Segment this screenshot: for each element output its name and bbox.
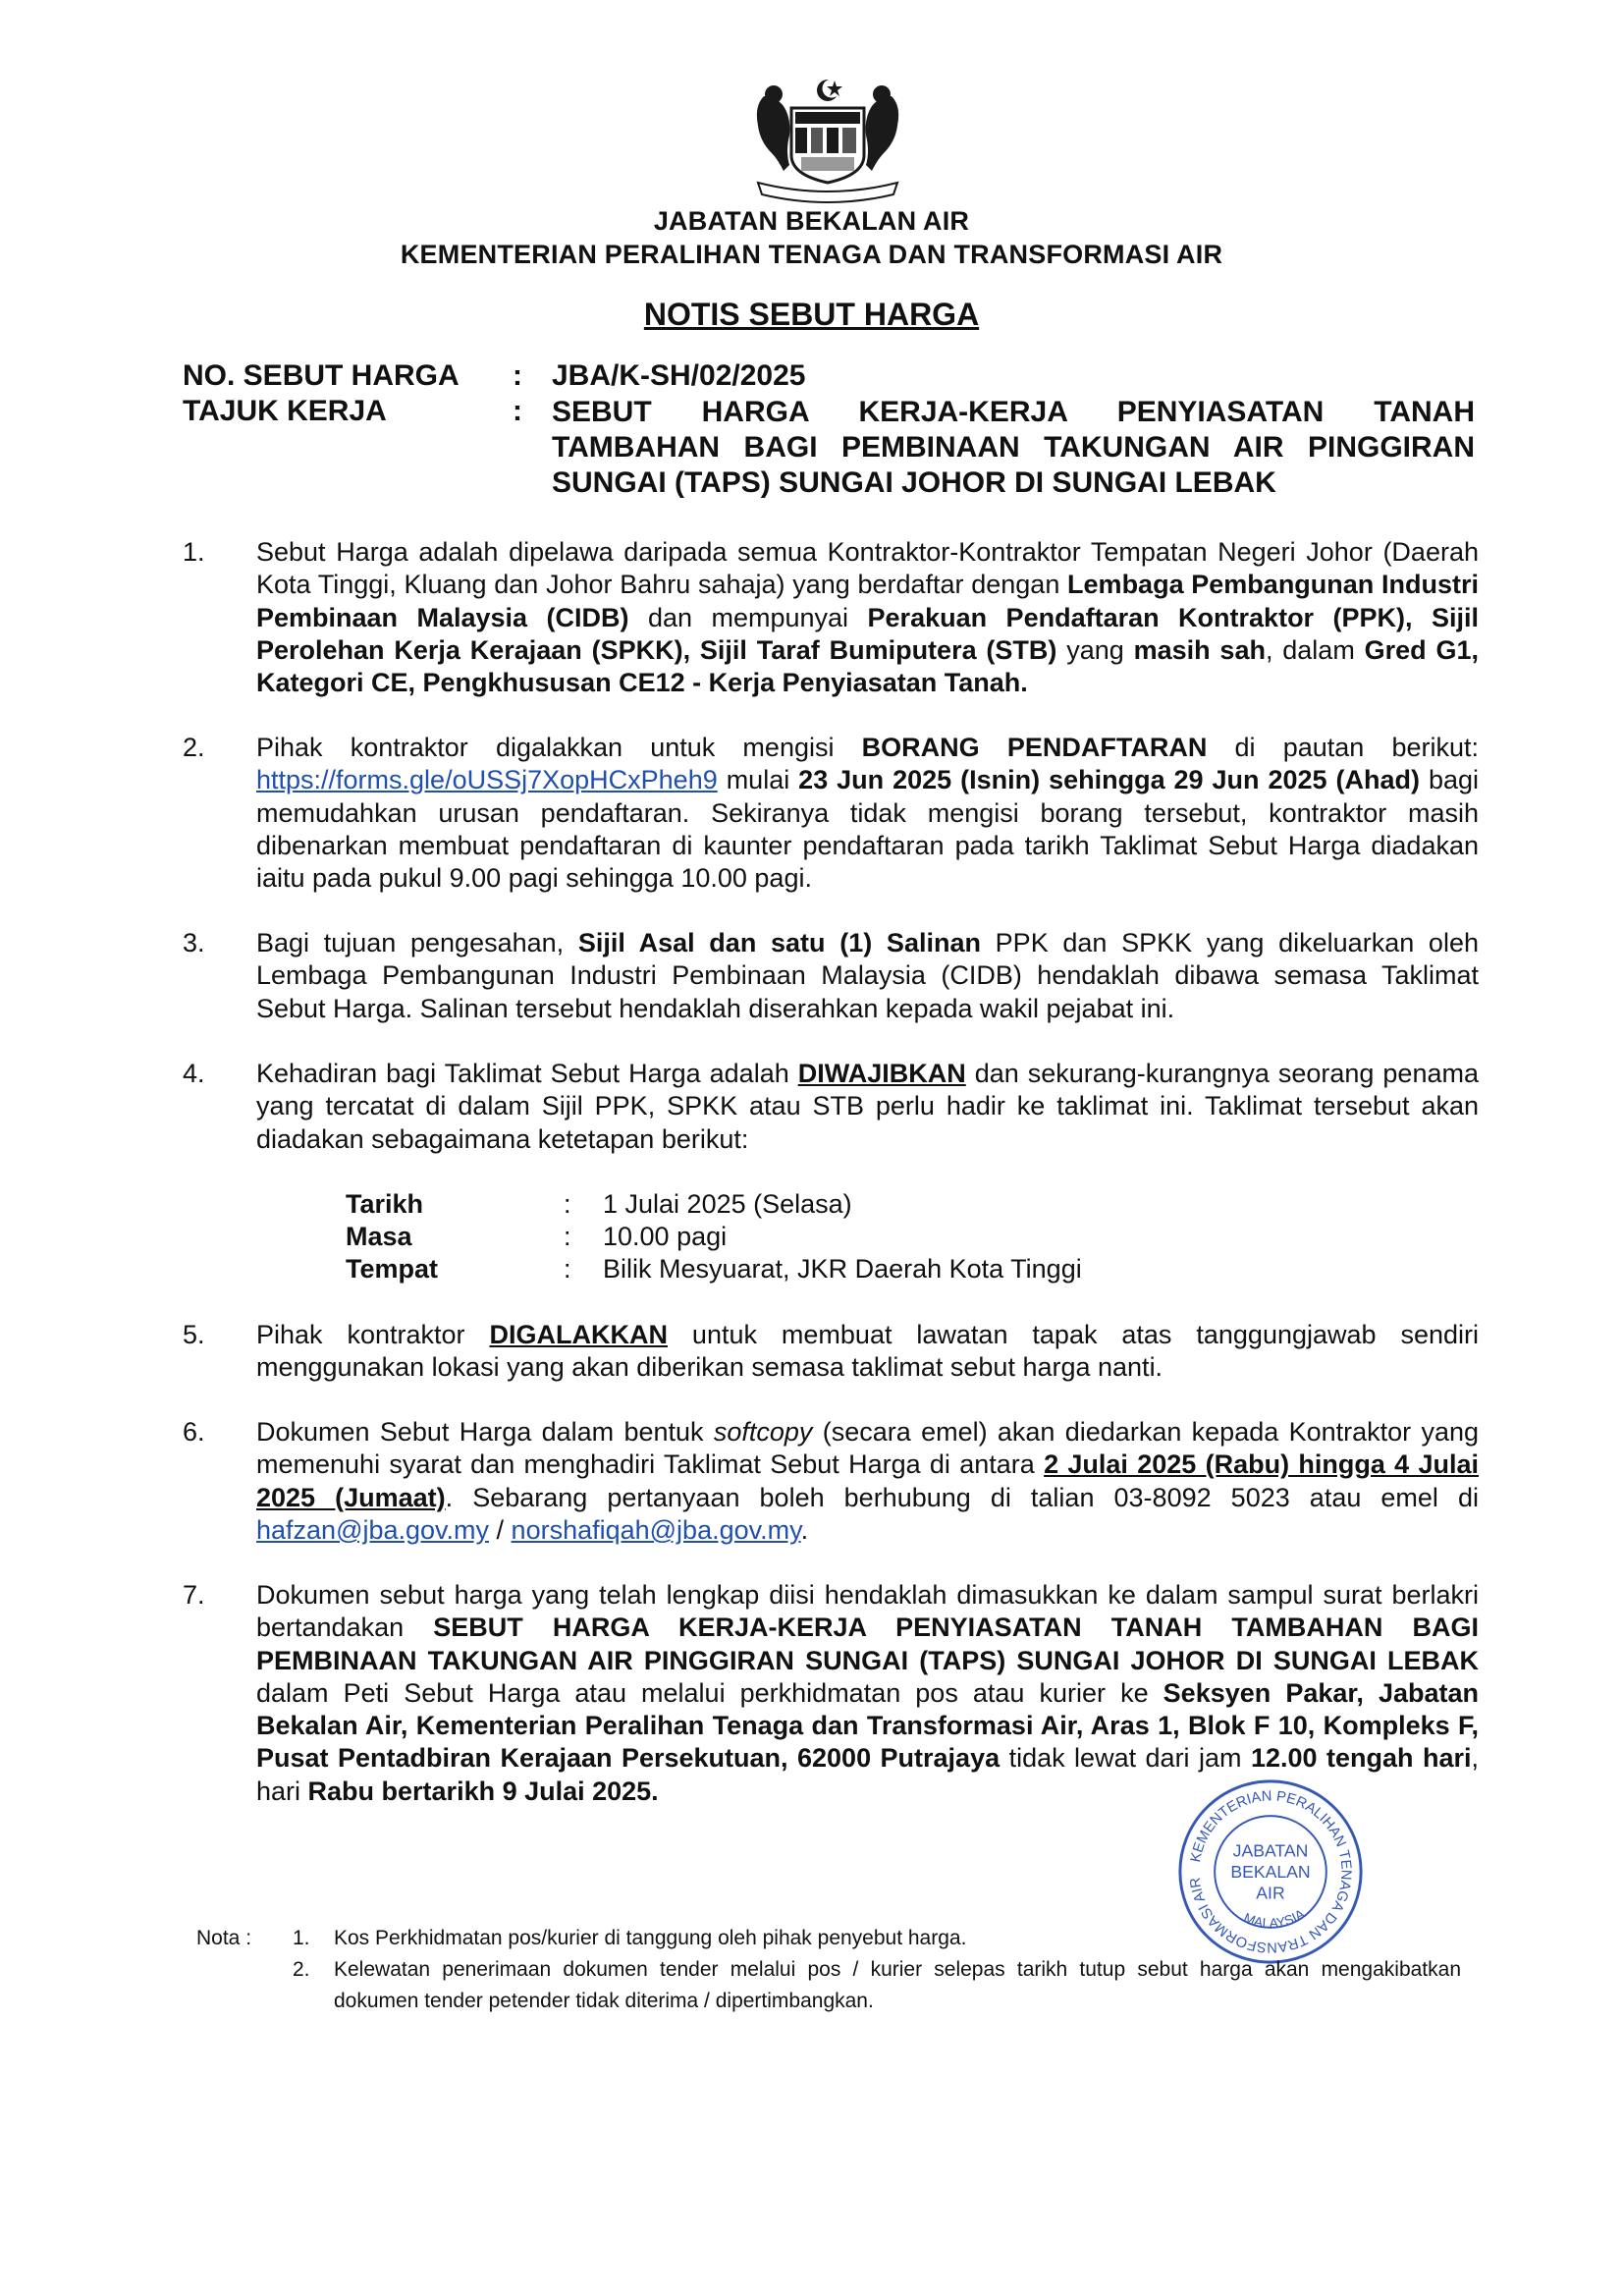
item-number: 1. <box>183 537 205 567</box>
coat-of-arms-icon <box>744 77 911 204</box>
inline-text: Dokumen sebut harga yang telah lengkap diisi hendaklah dimasukkan ke dalam sampul surat berlakri bertandakan <box>256 1580 1479 1643</box>
inline-text: Dokumen Sebut Harga dalam bentuk <box>256 1417 714 1447</box>
inline-bold-text: Sijil Asal dan satu (1) Salinan <box>577 928 981 957</box>
work-colon: : <box>513 395 522 427</box>
item-text <box>256 1319 1479 1385</box>
item-text <box>256 732 1479 895</box>
briefing-colon: : <box>564 1222 571 1251</box>
stamp-center-line2: BEKALAN <box>1230 1861 1311 1882</box>
nota-number: 2. <box>293 1958 310 1981</box>
item-text <box>256 1058 1479 1156</box>
inline-bold-text: SEBUT HARGA KERJA-KERJA PENYIASATAN TANAH TAMBAHAN BAGI PEMBINAAN TAKUNGAN AIR PINGGIRAN SUNGAI (TAPS) SUNGAI JOHOR DI SUNGAI LEBAK <box>256 1613 1479 1675</box>
inline-text: PPK dan SPKK yang dikeluarkan oleh Lembaga Pembangunan Industri Pembinaan Malaysia (CIDB) hendaklah dibawa semasa Taklimat Sebut Harga. Salinan tersebut hendaklah diserahkan kepada wakil pejabat ini. <box>256 928 1479 1023</box>
stamp-bottom-text: MALAYSIA <box>1241 1906 1308 1932</box>
nota-item <box>293 1954 1461 2017</box>
inline-text: Bagi tujuan pengesahan, <box>256 928 578 957</box>
ref-value: JBA/K-SH/02/2025 <box>552 359 806 392</box>
nota-text: Kelewatan penerimaan dokumen tender melalui pos / kurier selepas tarikh tutup sebut harga akan mengakibatkan dokumen tender petender tidak diterima / dipertimbangkan. <box>334 1958 1461 2012</box>
notice-title: NOTIS SEBUT HARGA <box>643 297 980 332</box>
inline-text: bagi memudahkan urusan pendaftaran. Sekiranya tidak mengisi borang tersebut, kontraktor masih dibenarkan membuat pendaftaran di kaunter pendaftaran pada tarikh Taklimat Sebut Harga diadakan iaitu pada pukul 9.00 pagi sehingga 10.00 pagi. <box>256 765 1479 894</box>
work-title: SEBUT HARGA KERJA-KERJA PENYIASATAN TANAH TAMBAHAN BAGI PEMBINAAN TAKUNGAN AIR PINGGIRAN SUNGAI (TAPS) SUNGAI JOHOR DI SUNGAI LEBAK <box>552 396 1475 499</box>
nota-label: Nota : <box>196 1927 252 1949</box>
inline-text: . <box>800 1514 809 1545</box>
inline-bold-text: Rabu bertarikh 9 Julai 2025. <box>307 1776 659 1806</box>
item-number: 5. <box>183 1320 205 1349</box>
item-text <box>256 1579 1479 1808</box>
org-name-line2: KEMENTERIAN PERALIHAN TENAGA DAN TRANSFORMASI AIR <box>400 240 1223 269</box>
inline-link[interactable]: norshafiqah@jba.gov.my <box>511 1514 801 1545</box>
inline-text: / <box>489 1514 512 1545</box>
motto-scroll-icon <box>758 183 897 202</box>
inline-text: Kehadiran bagi Taklimat Sebut Harga adalah <box>256 1059 798 1088</box>
inline-bold-text: 2 Julai 2025 (Rabu) hingga 4 Julai 2025 (Jumaat) <box>256 1449 1479 1512</box>
stamp-center-line3: AIR <box>1256 1883 1285 1903</box>
inline-text: Pihak kontraktor <box>256 1320 490 1349</box>
inline-text: dalam Peti Sebut Harga atau melalui perkhidmatan pos atau kurier ke <box>256 1677 1163 1708</box>
briefing-value: 10.00 pagi <box>603 1222 728 1251</box>
inline-bold-text: 23 Jun 2025 (Isnin) sehingga 29 Jun 2025 (Ahad) <box>798 765 1420 795</box>
inline-text: di pautan berikut: <box>1207 733 1479 762</box>
nota-list <box>293 1923 1461 2017</box>
inline-text: Pihak kontraktor digalakkan untuk mengisi <box>256 733 862 762</box>
inline-bold-text: Gred G1, Kategori CE, Pengkhususan CE12 - Kerja Penyiasatan Tanah. <box>256 634 1479 698</box>
crescent-star-icon <box>817 80 842 102</box>
inline-bold-text: Seksyen Pakar, Jabatan Bekalan Air, Kementerian Peralihan Tenaga dan Transformasi Air, Aras 1, Blok F 10, Kompleks F, Pusat Pentadbiran Kerajaan Persekutuan, 62000 Putrajaya <box>256 1677 1480 1774</box>
item-text <box>256 927 1479 1025</box>
inline-text: Sebut Harga adalah dipelawa daripada semua Kontraktor-Kontraktor Tempatan Negeri Johor (Daerah Kota Tinggi, Kluang dan Johor Bahru sahaja) yang berdaftar dengan <box>256 537 1479 600</box>
inline-text: softcopy <box>713 1417 813 1447</box>
inline-link[interactable]: hafzan@jba.gov.my <box>256 1514 490 1545</box>
inline-text: untuk membuat lawatan tapak atas tanggungjawab sendiri menggunakan lokasi yang akan diberikan semasa taklimat sebut harga nanti. <box>256 1320 1480 1383</box>
item-text <box>256 536 1479 699</box>
item-number: 3. <box>183 928 205 957</box>
inline-text: . Sebarang pertanyaan boleh berhubung di talian 03-8092 5023 atau emel di <box>445 1482 1480 1512</box>
inline-text: tidak lewat dari jam <box>1000 1743 1251 1774</box>
org-name-line1: JABATAN BEKALAN AIR <box>653 206 970 236</box>
inline-text: , dalam <box>1265 634 1365 665</box>
item-number: 7. <box>183 1580 205 1610</box>
item-text <box>256 1416 1479 1547</box>
inline-text: dan sekurang-kurangnya seorang penama yang tercatat di dalam Sijil PPK, SPKK atau STB perlu hadir ke taklimat ini. Taklimat tersebut akan diadakan sebagaimana ketetapan berikut: <box>256 1059 1479 1154</box>
ref-colon: : <box>513 359 522 392</box>
inline-bold-text: BORANG PENDAFTARAN <box>861 733 1208 762</box>
briefing-value: 1 Julai 2025 (Selasa) <box>603 1189 852 1219</box>
item-number: 6. <box>183 1417 205 1447</box>
item-number: 4. <box>183 1059 205 1088</box>
inline-text: , hari <box>256 1743 1479 1806</box>
briefing-label: Masa <box>346 1222 412 1251</box>
inline-bold-text: DIWAJIBKAN <box>797 1059 966 1088</box>
briefing-label: Tarikh <box>346 1189 424 1219</box>
briefing-label: Tempat <box>346 1254 439 1284</box>
briefing-colon: : <box>564 1254 571 1284</box>
inline-bold-text: Perakuan Pendaftaran Kontraktor (PPK), Sijil Perolehan Kerja Kerajaan (SPKK), Sijil Taraf Bumiputera (STB) <box>256 602 1479 665</box>
ref-label: NO. SEBUT HARGA <box>183 359 460 392</box>
inline-text: dan mempunyai <box>628 602 868 632</box>
inline-bold-text: masih sah <box>1133 634 1266 665</box>
inline-bold-text: DIGALAKKAN <box>489 1320 668 1349</box>
nota-text: Kos Perkhidmatan pos/kurier di tanggung oleh pihak penyebut harga. <box>334 1927 967 1949</box>
shield-icon <box>791 108 864 183</box>
inline-text: mulai <box>717 765 799 795</box>
nota-number: 1. <box>293 1927 310 1949</box>
inline-text: (secara emel) akan diedarkan kepada Kontraktor yang memenuhi syarat dan menghadiri Taklimat Sebut Harga di antara <box>256 1417 1479 1480</box>
inline-text: yang <box>1056 634 1134 665</box>
briefing-colon: : <box>564 1189 571 1219</box>
inline-bold-text: Lembaga Pembangunan Industri Pembinaan Malaysia (CIDB) <box>256 570 1479 632</box>
briefing-value: Bilik Mesyuarat, JKR Daerah Kota Tinggi <box>603 1254 1082 1284</box>
stamp-ring-text: KEMENTERIAN PERALIHAN TENAGA DAN TRANSFORMASI AIR <box>1187 1788 1354 1955</box>
nota-item <box>293 1923 1461 1954</box>
inline-link[interactable]: https://forms.gle/oUSSj7XopHCxPheh9 <box>256 765 718 795</box>
work-label: TAJUK KERJA <box>183 395 387 427</box>
inline-bold-text: 12.00 tengah hari <box>1250 1743 1472 1774</box>
stamp-center-line1: JABATAN <box>1232 1840 1309 1861</box>
item-number: 2. <box>183 733 205 762</box>
